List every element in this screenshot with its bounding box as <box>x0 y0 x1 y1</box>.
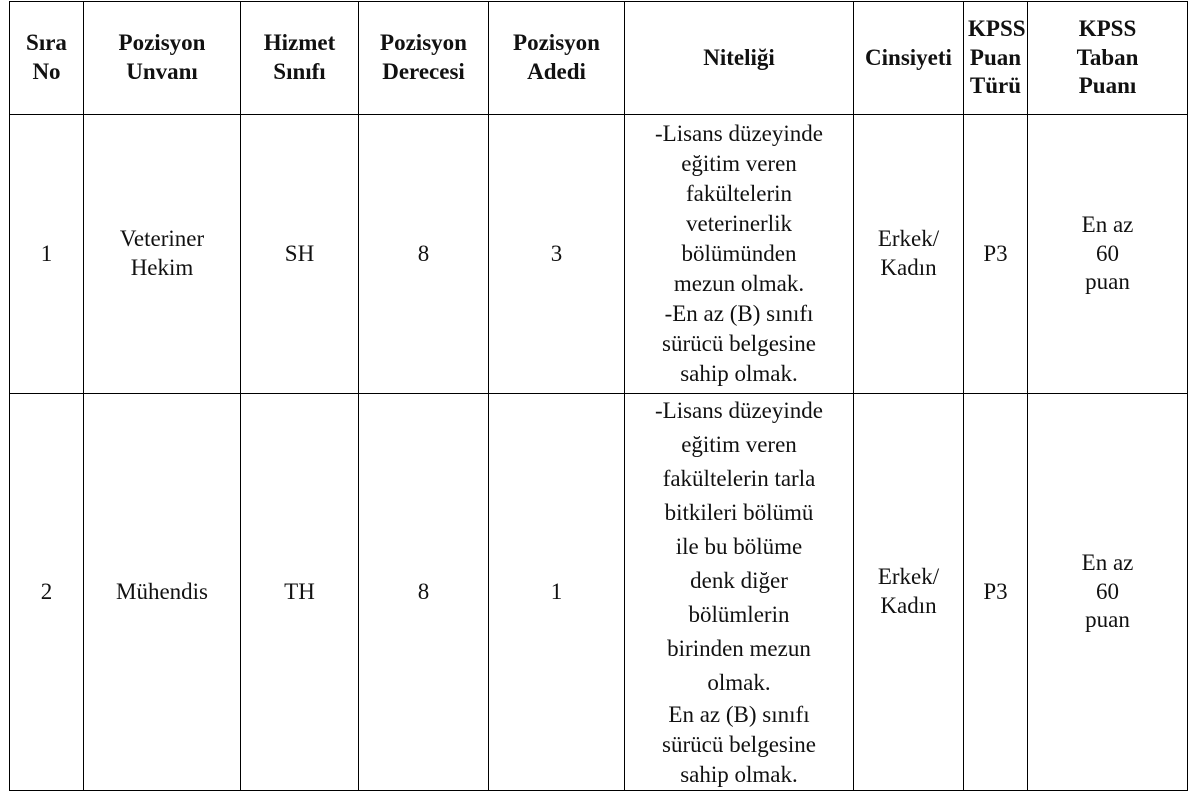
header-cinsiyeti: Cinsiyeti <box>854 2 964 115</box>
header-pozisyon-adedi: Pozisyon Adedi <box>489 2 625 115</box>
cell-kpss-puan-turu: P3 <box>964 115 1028 394</box>
header-kpss-taban-puani: KPSS Taban Puanı <box>1028 2 1188 115</box>
cell-niteligi: -Lisans düzeyinde eğitim veren fakültelerin veterinerlik bölümünden mezun olmak. -En az (B) sınıfı sürücü belgesine sahip olmak. <box>625 115 854 394</box>
header-sira-no: Sıra No <box>10 2 84 115</box>
cell-pozisyon-adedi: 1 <box>489 394 625 791</box>
header-hizmet-sinifi: Hizmet Sınıfı <box>241 2 359 115</box>
table-row <box>10 115 1188 394</box>
cell-niteligi: -Lisans düzeyinde eğitim veren fakültelerin tarla bitkileri bölümü ile bu bölüme denk diğer bölümlerin birinden mezun olmak. En az (B) sınıfı sürücü belgesine sahip olmak. <box>625 394 854 791</box>
cell-kpss-taban-puani: En az 60 puan <box>1028 394 1188 791</box>
cell-hizmet-sinifi: TH <box>241 394 359 791</box>
cell-hizmet-sinifi: SH <box>241 115 359 394</box>
header-pozisyon-derecesi: Pozisyon Derecesi <box>359 2 489 115</box>
cell-kpss-taban-puani: En az 60 puan <box>1028 115 1188 394</box>
header-pozisyon-unvani: Pozisyon Unvanı <box>84 2 241 115</box>
cell-pozisyon-derecesi: 8 <box>359 115 489 394</box>
header-kpss-puan-turu: KPSS Puan Türü <box>964 2 1028 115</box>
cell-pozisyon-unvani: Veteriner Hekim <box>84 115 241 394</box>
positions-table <box>9 1 1188 791</box>
cell-sira-no: 1 <box>10 115 84 394</box>
cell-pozisyon-derecesi: 8 <box>359 394 489 791</box>
cell-pozisyon-adedi: 3 <box>489 115 625 394</box>
cell-pozisyon-unvani: Mühendis <box>84 394 241 791</box>
cell-cinsiyeti: Erkek/ Kadın <box>854 394 964 791</box>
header-row <box>10 2 1188 115</box>
header-niteligi: Niteliği <box>625 2 854 115</box>
cell-kpss-puan-turu: P3 <box>964 394 1028 791</box>
table-row <box>10 394 1188 791</box>
cell-cinsiyeti: Erkek/ Kadın <box>854 115 964 394</box>
cell-sira-no: 2 <box>10 394 84 791</box>
